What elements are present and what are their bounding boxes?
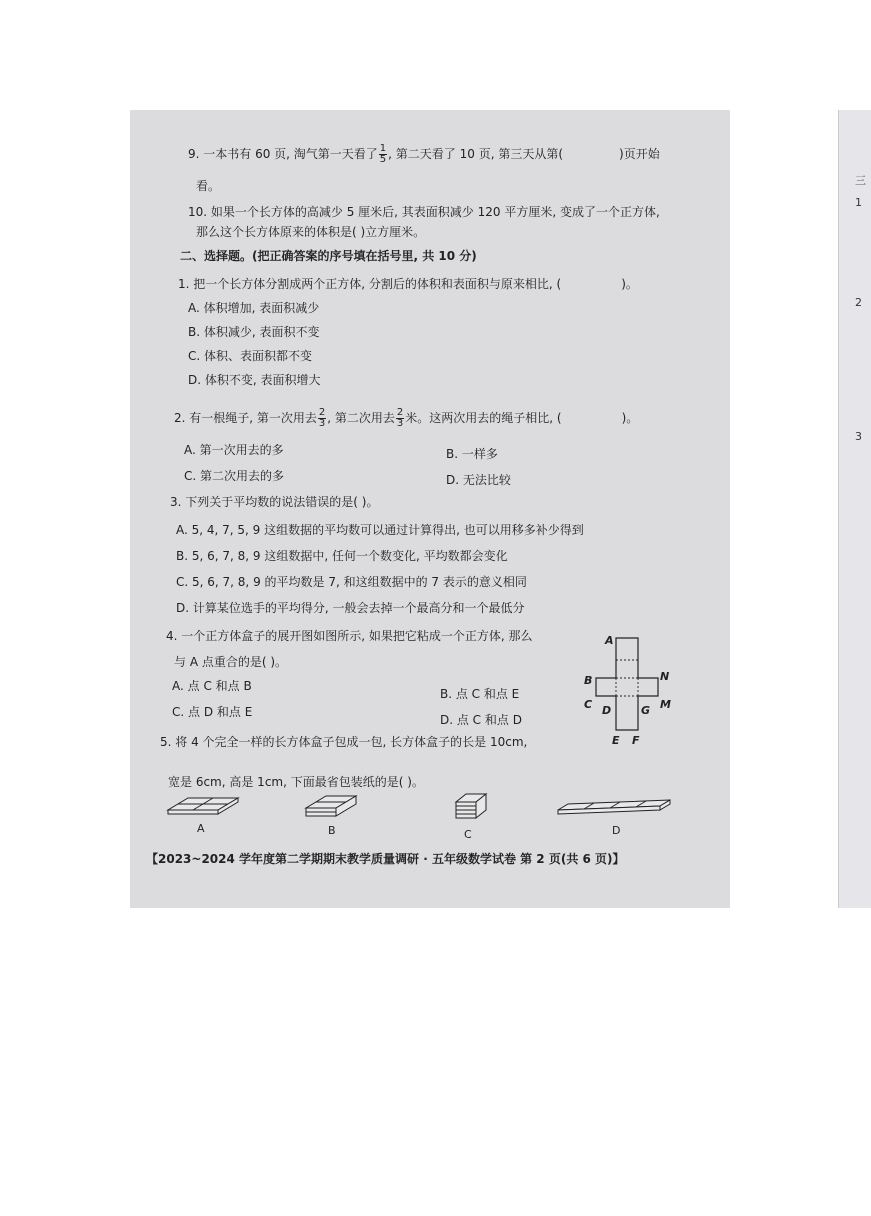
net-label-A: A (605, 634, 614, 647)
choice-question-5: 5. 将 4 个完全一样的长方体盒子包成一包, 长方体盒子的长是 10cm, (160, 735, 528, 749)
fill-question-10: 10. 如果一个长方体的高减少 5 厘米后, 其表面积减少 120 平方厘米, 变成了一个正方体, (188, 205, 660, 219)
choice-question-4: 4. 一个正方体盒子的展开图如图所示, 如果把它粘成一个正方体, 那么 (166, 629, 533, 643)
strip-char: 3 (855, 430, 862, 443)
fraction-one-fifth: $\frac{1}{5}$ (379, 143, 387, 165)
section-title: 二、选择题。(把正确答案的序号填在括号里, 共 10 分) (180, 249, 477, 263)
exam-page-photo (130, 110, 866, 908)
strip-char: 2 (855, 296, 862, 309)
q1-option-a: A. 体积增加, 表面积减少 (188, 301, 320, 315)
choice-question-1: 1. 把一个长方体分割成两个正方体, 分割后的体积和表面积与原来相比, ( )。 (178, 277, 638, 291)
net-label-D: D (602, 704, 612, 717)
package-label-B: B (328, 824, 336, 837)
q5-stem-line2: 宽是 6cm, 高是 1cm, 下面最省包装纸的是( )。 (168, 775, 424, 789)
q9-text-3: )页开始 (619, 147, 660, 161)
q3-option-c: C. 5, 6, 7, 8, 9 的平均数是 7, 和这组数据中的 7 表示的意义相同 (176, 575, 527, 589)
net-label-F: F (632, 734, 640, 747)
q4-option-c: C. 点 D 和点 E (172, 705, 253, 719)
q4-stem-line2: 与 A 点重合的是( )。 (174, 655, 288, 669)
q3-option-d: D. 计算某位选手的平均得分, 一般会去掉一个最高分和一个最低分 (176, 601, 525, 615)
q1-option-b: B. 体积减少, 表面积不变 (188, 325, 320, 339)
q1-option-c: C. 体积、表面积都不变 (188, 349, 313, 363)
choice-question-2: 2. 有一根绳子, 第一次用去 $\frac{2}{3}$ , 第二次用去 $\frac{2}{3}$ 米。这两次用去的绳子相比, ( )。 (174, 407, 639, 429)
fraction-two-thirds-2: $\frac{2}{3}$ (396, 407, 404, 429)
adjacent-page-edge (838, 110, 871, 908)
net-label-E: E (612, 734, 620, 747)
package-label-D: D (612, 824, 621, 837)
net-label-B: B (584, 674, 593, 687)
q3-option-b: B. 5, 6, 7, 8, 9 这组数据中, 任何一个数变化, 平均数都会变化 (176, 549, 508, 563)
package-label-A: A (197, 822, 205, 835)
fill-question-9 (188, 144, 660, 165)
q1-option-d: D. 体积不变, 表面积增大 (188, 373, 321, 387)
q2-option-b: B. 一样多 (446, 447, 498, 461)
q9-text: 9. 一本书有 60 页, 淘气第一天看了 (188, 147, 378, 161)
fraction-two-thirds: $\frac{2}{3}$ (318, 407, 326, 429)
strip-char: 三 (855, 174, 866, 187)
q10-line2: 那么这个长方体原来的体积是( )立方厘米。 (196, 225, 426, 239)
cube-net-diagram (576, 632, 676, 752)
page-footer: 【2023~2024 学年度第二学期期末教学质量调研 · 五年级数学试卷 第 2 页(共 6 页)】 (146, 852, 625, 866)
q2-option-a: A. 第一次用去的多 (184, 443, 284, 457)
strip-char: 1 (855, 196, 862, 209)
net-label-C: C (584, 698, 593, 711)
net-label-G: G (641, 704, 651, 717)
net-label-M: M (660, 698, 671, 711)
package-label-C: C (464, 828, 472, 841)
q9-text-2: , 第二天看了 10 页, 第三天从第( (388, 147, 564, 161)
net-label-N: N (660, 670, 670, 683)
choice-question-3: 3. 下列关于平均数的说法错误的是( )。 (170, 495, 379, 509)
package-options-figure (160, 790, 720, 850)
q4-option-a: A. 点 C 和点 B (172, 679, 252, 693)
q2-option-c: C. 第二次用去的多 (184, 469, 285, 483)
q2-option-d: D. 无法比较 (446, 473, 511, 487)
q4-option-b: B. 点 C 和点 E (440, 687, 520, 701)
q4-option-d: D. 点 C 和点 D (440, 713, 522, 727)
q3-option-a: A. 5, 4, 7, 5, 9 这组数据的平均数可以通过计算得出, 也可以用移多补少得到 (176, 523, 584, 537)
q9-line2: 看。 (196, 179, 221, 193)
